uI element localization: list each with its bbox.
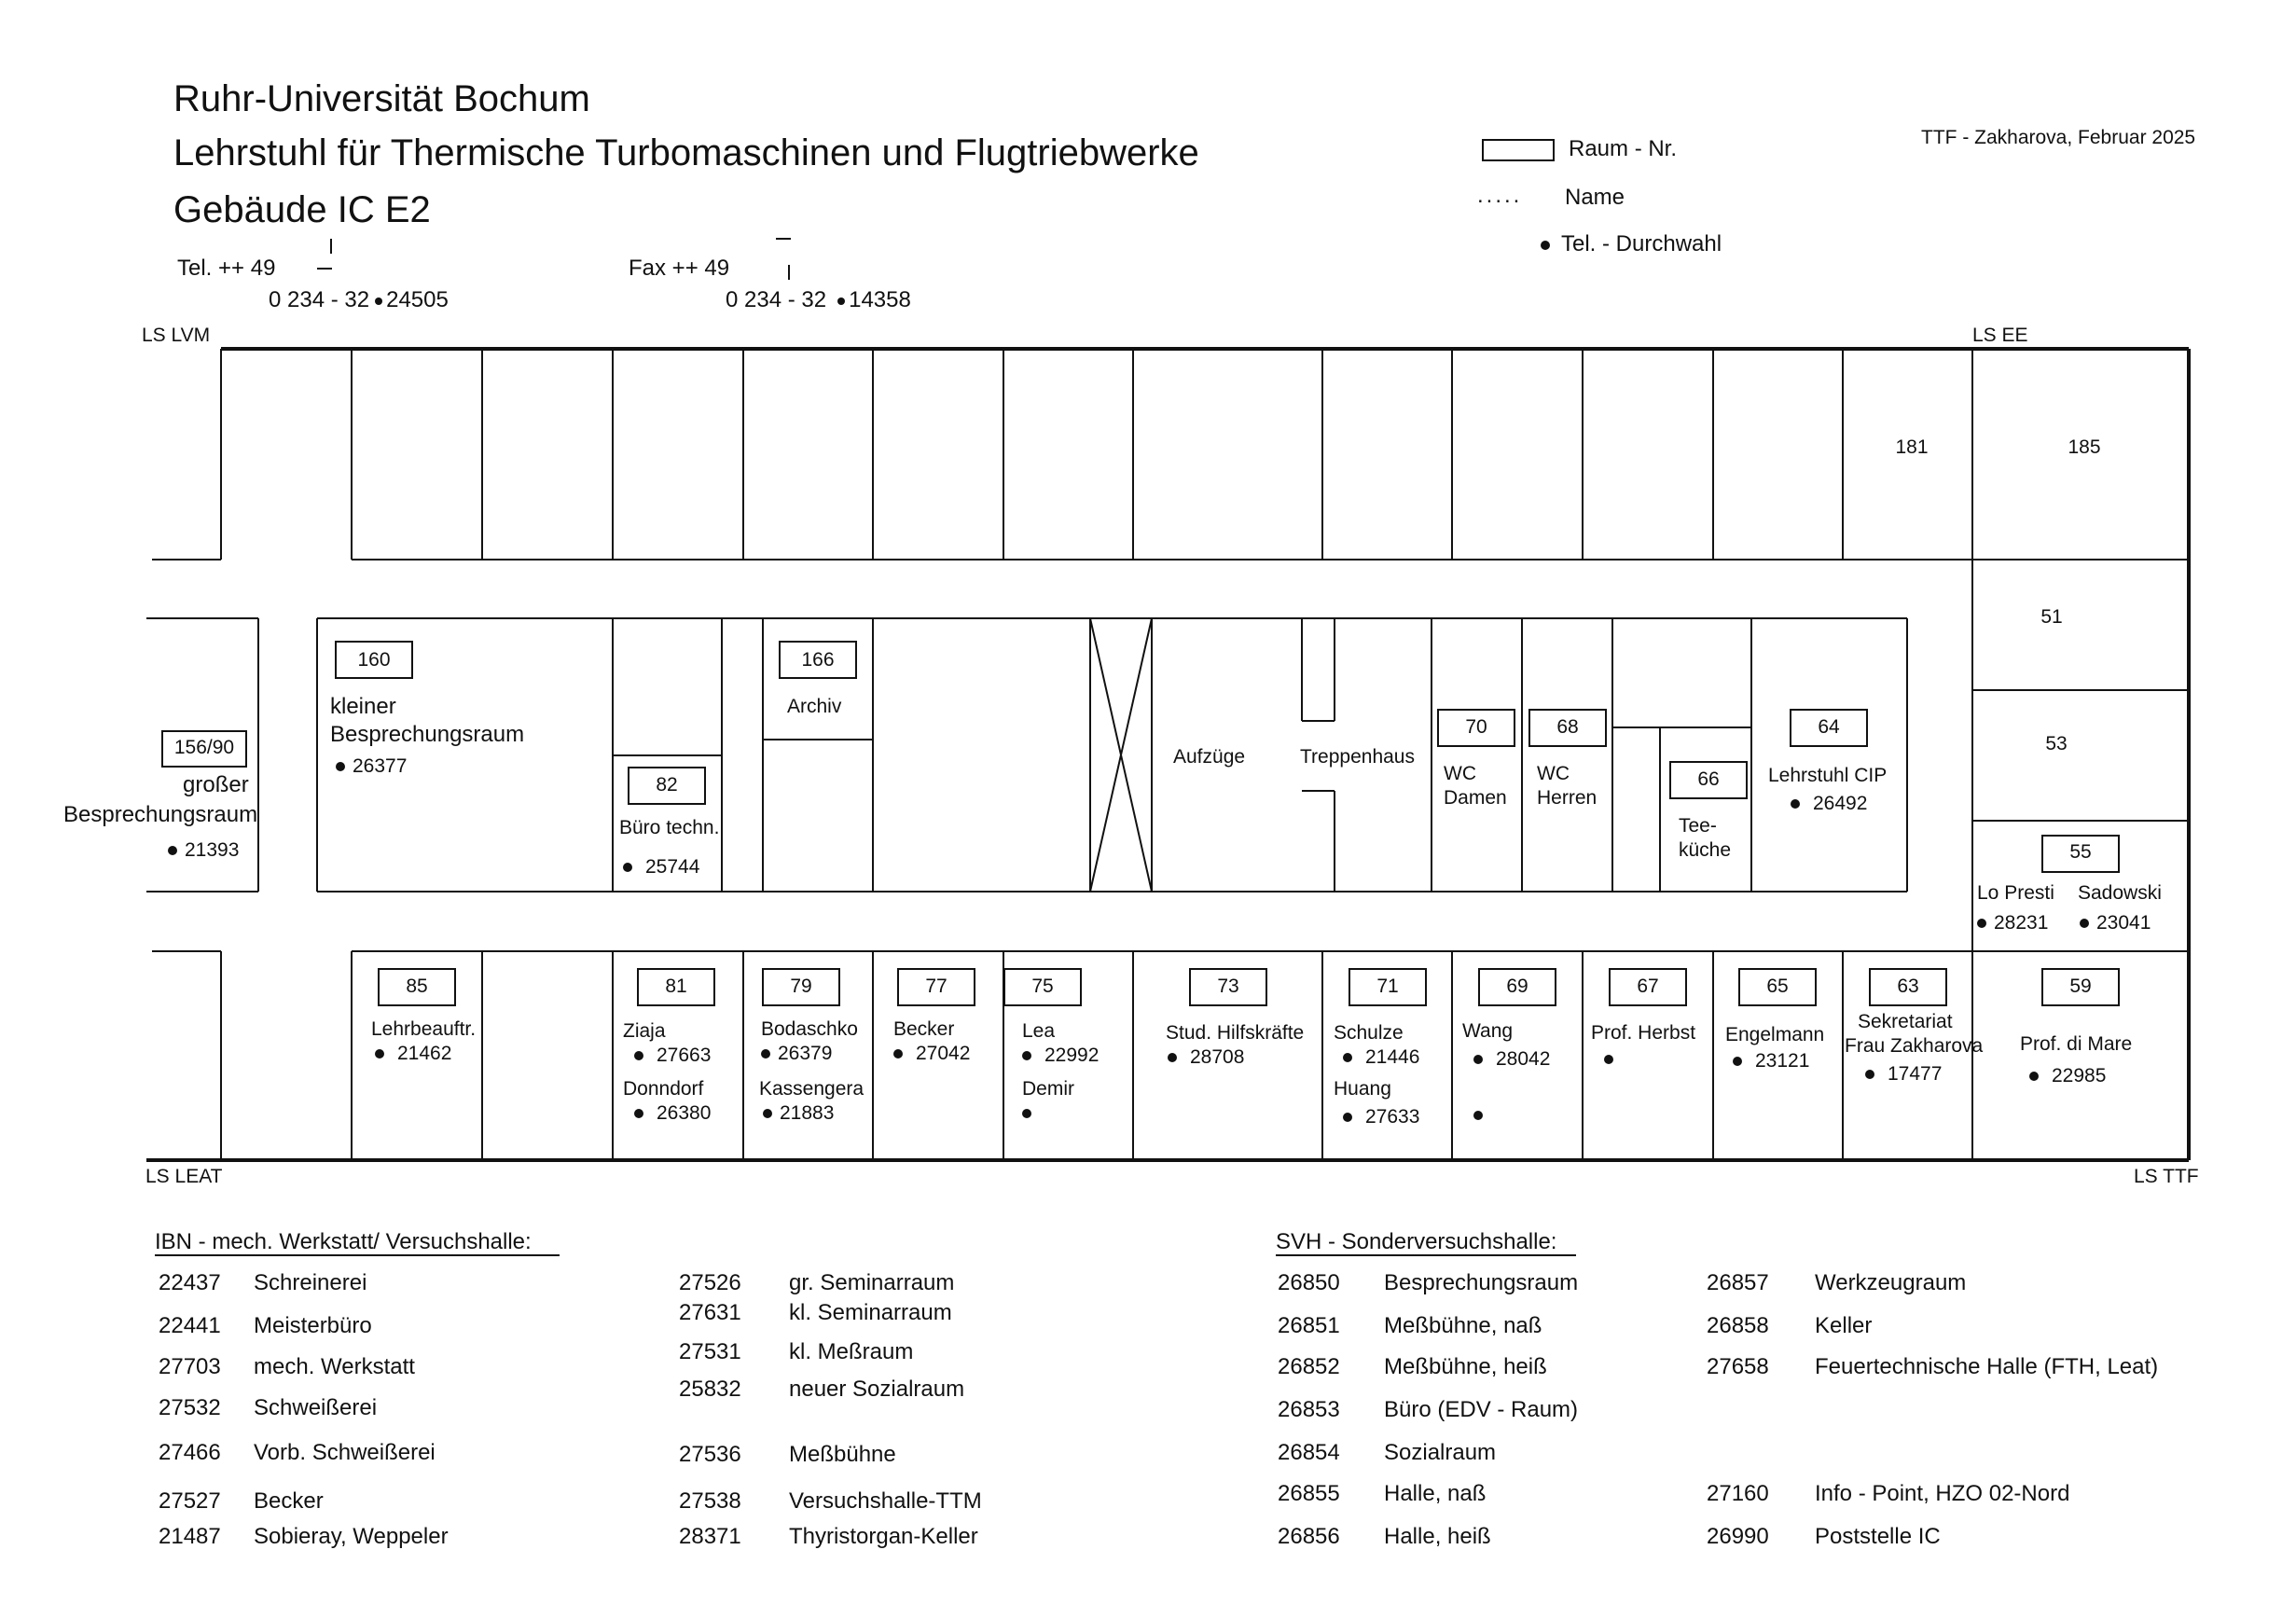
ibn-entry-label: neuer Sozialraum: [789, 1377, 965, 1402]
room-69-tel-2: [1473, 1104, 1496, 1127]
fax-prefix: Fax ++ 49: [629, 256, 730, 281]
room-63-name-1: Sekretariat: [1858, 1011, 1953, 1032]
tel-number: 0 234 - 32 24505: [269, 287, 449, 312]
elevators-label: Aufzüge: [1173, 746, 1246, 768]
room-160-number: 160: [357, 649, 391, 671]
room-85-tel: 21462: [375, 1043, 451, 1065]
staircase-label: Treppenhaus: [1300, 746, 1415, 768]
room-65-name: Engelmann: [1725, 1024, 1825, 1045]
room-75-tel-1: 22992: [1022, 1045, 1099, 1067]
ibn-entry-label: kl. Seminarraum: [789, 1300, 952, 1325]
ibn-entry-number: 27526: [679, 1270, 741, 1295]
room-68-name-2: Herren: [1537, 787, 1598, 809]
ibn-entry-label: Schweißerei: [254, 1395, 378, 1420]
room-68-name-1: WC: [1537, 763, 1570, 784]
ibn-entry-label: Sobieray, Weppeler: [254, 1524, 449, 1549]
room-79-name-2: Kassengera: [759, 1078, 864, 1100]
legend-tel: Tel. - Durchwahl: [1541, 231, 1722, 257]
room-79-number: 79: [790, 976, 812, 997]
svh-entry-number: 26851: [1278, 1313, 1340, 1338]
room-166-name: Archiv: [787, 696, 842, 717]
ibn-title: IBN - mech. Werkstatt/ Versuchshalle:: [155, 1229, 532, 1254]
room-71-tel-1: 21446: [1343, 1046, 1419, 1069]
svh-entry-label: Meßbühne, naß: [1384, 1313, 1542, 1338]
ibn-entry-label: Versuchshalle-TTM: [789, 1488, 982, 1514]
room-156-name-2: Besprechungsraum: [63, 802, 258, 827]
ibn-entry-label: Meßbühne: [789, 1442, 896, 1467]
room-64-tel: 26492: [1791, 793, 1867, 815]
chair-title: Lehrstuhl für Thermische Turbomaschinen und Flugtriebwerke: [173, 132, 1199, 173]
ibn-entry-number: 22437: [159, 1270, 221, 1295]
svh-entry-number: 27658: [1707, 1354, 1769, 1379]
room-51-number: 51: [2040, 606, 2063, 628]
svh-entry-label: Büro (EDV - Raum): [1384, 1397, 1579, 1422]
svh-entry-number: 27160: [1707, 1481, 1769, 1506]
ibn-entry-number: 27532: [159, 1395, 221, 1420]
room-66-name-2: küche: [1679, 839, 1732, 861]
ibn-entry-number: 27527: [159, 1488, 221, 1514]
room-64-number: 64: [1818, 716, 1840, 738]
svh-entry-number: 26854: [1278, 1440, 1340, 1465]
room-70-number: 70: [1465, 716, 1487, 738]
ibn-entry-number: 27538: [679, 1488, 741, 1514]
svh-entry-number: 26857: [1707, 1270, 1769, 1295]
ibn-entry-number: 25832: [679, 1377, 741, 1402]
room-71-tel-2: 27633: [1343, 1106, 1419, 1128]
svh-entry-number: 26853: [1278, 1397, 1340, 1422]
svh-entry-label: Besprechungsraum: [1384, 1270, 1579, 1295]
ibn-entry-label: Becker: [254, 1488, 324, 1514]
room-81-number: 81: [665, 976, 687, 997]
room-85-name: Lehrbeauftr.: [371, 1018, 477, 1040]
room-160-name-2: Besprechungsraum: [330, 722, 525, 747]
room-79-name-1: Bodaschko: [761, 1018, 858, 1040]
room-64-name: Lehrstuhl CIP: [1768, 765, 1888, 786]
ibn-entry-label: Meisterbüro: [254, 1313, 372, 1338]
room-71-number: 71: [1376, 976, 1399, 997]
credit: TTF - Zakharova, Februar 2025: [1921, 127, 2196, 148]
room-55-tel-2: 23041: [2080, 912, 2151, 934]
ibn-entry-number: 27536: [679, 1442, 741, 1467]
legend-name: Name: [1565, 185, 1625, 210]
svh-entry-number: 26858: [1707, 1313, 1769, 1338]
room-59-tel: 22985: [2029, 1065, 2106, 1087]
ibn-entry-label: Vorb. Schweißerei: [254, 1440, 436, 1465]
legend-room: Raum - Nr.: [1569, 136, 1678, 161]
room-69-name: Wang: [1462, 1020, 1514, 1042]
corner-bottom-left: LS LEAT: [145, 1166, 223, 1187]
room-160-tel: 26377: [336, 755, 407, 778]
ibn-entry-label: Thyristorgan-Keller: [789, 1524, 978, 1549]
ibn-entry-number: 28371: [679, 1524, 741, 1549]
corner-top-left: LS LVM: [142, 325, 211, 346]
room-55-number: 55: [2069, 841, 2092, 863]
tel-prefix: Tel. ++ 49: [177, 256, 276, 281]
fax-number: 0 234 - 32 14358: [726, 287, 911, 312]
room-77-tel: 27042: [893, 1043, 970, 1065]
ibn-entry-label: kl. Meßraum: [789, 1339, 914, 1364]
room-65-tel: 23121: [1733, 1050, 1809, 1072]
room-81-tel-1: 27663: [634, 1045, 711, 1067]
room-81-name-2: Donndorf: [623, 1078, 704, 1100]
svh-entry-number: 26856: [1278, 1524, 1340, 1549]
room-75-name-1: Lea: [1022, 1020, 1056, 1042]
svh-entry-number: 26852: [1278, 1354, 1340, 1379]
room-75-number: 75: [1031, 976, 1054, 997]
corner-top-right: LS EE: [1972, 325, 2028, 346]
room-71-name-2: Huang: [1334, 1078, 1391, 1100]
room-81-name-1: Ziaja: [623, 1020, 666, 1042]
svh-entry-label: Meßbühne, heiß: [1384, 1354, 1547, 1379]
room-63-number: 63: [1897, 976, 1919, 997]
ibn-entry-number: 27531: [679, 1339, 741, 1364]
room-68-number: 68: [1556, 716, 1579, 738]
room-71-name-1: Schulze: [1334, 1022, 1404, 1044]
legend-name-dots: .....: [1477, 183, 1523, 208]
room-59-number: 59: [2069, 976, 2092, 997]
svh-entry-number: 26990: [1707, 1524, 1769, 1549]
room-166-number: 166: [801, 649, 835, 671]
room-82-tel: 25744: [623, 856, 699, 879]
room-79-tel-1: 26379: [761, 1043, 832, 1065]
room-77-number: 77: [925, 976, 947, 997]
ibn-entry-number: 27703: [159, 1354, 221, 1379]
svh-entry-number: 26850: [1278, 1270, 1340, 1295]
room-63-tel: 17477: [1865, 1063, 1942, 1086]
svh-entry-label: Poststelle IC: [1815, 1524, 1941, 1549]
ibn-entry-label: Schreinerei: [254, 1270, 367, 1295]
ibn-entry-label: mech. Werkstatt: [254, 1354, 415, 1379]
room-55-tel-1: 28231: [1977, 912, 2048, 934]
room-63-name-2: Frau Zakharova: [1845, 1035, 1984, 1057]
room-81-tel-2: 26380: [634, 1102, 711, 1125]
room-70-name-1: WC: [1444, 763, 1476, 784]
ibn-entry-number: 22441: [159, 1313, 221, 1338]
corner-bottom-right: LS TTF: [2134, 1166, 2199, 1187]
room-66-name-1: Tee-: [1679, 815, 1717, 837]
ibn-entry-label: gr. Seminarraum: [789, 1270, 955, 1295]
room-59-name: Prof. di Mare: [2020, 1033, 2133, 1055]
svh-entry-label: Halle, naß: [1384, 1481, 1487, 1506]
svh-entry-number: 26855: [1278, 1481, 1340, 1506]
ibn-entry-number: 27466: [159, 1440, 221, 1465]
room-79-tel-2: 21883: [763, 1102, 834, 1125]
svh-entry-label: Werkzeugraum: [1815, 1270, 1967, 1295]
room-67-number: 67: [1637, 976, 1659, 997]
room-55-name-1: Lo Presti: [1977, 882, 2054, 904]
room-73-number: 73: [1217, 976, 1239, 997]
svh-entry-label: Feuertechnische Halle (FTH, Leat): [1815, 1354, 2159, 1379]
room-67-tel: [1604, 1048, 1626, 1071]
room-85-number: 85: [406, 976, 428, 997]
room-69-tel: 28042: [1473, 1048, 1550, 1071]
svh-entry-label: Halle, heiß: [1384, 1524, 1491, 1549]
svh-entry-label: Info - Point, HZO 02-Nord: [1815, 1481, 2070, 1506]
room-82-name: Büro techn.: [619, 817, 720, 838]
room-185-number: 185: [2068, 436, 2101, 458]
room-73-tel: 28708: [1168, 1046, 1244, 1069]
room-75-tel-2: [1022, 1102, 1044, 1125]
building-title: Gebäude IC E2: [173, 189, 431, 230]
svh-entry-label: Sozialraum: [1384, 1440, 1497, 1465]
room-73-name: Stud. Hilfskräfte: [1166, 1022, 1305, 1044]
room-66-number: 66: [1697, 768, 1720, 790]
room-70-name-2: Damen: [1444, 787, 1507, 809]
ibn-entry-number: 27631: [679, 1300, 741, 1325]
room-156-tel: 21393: [168, 839, 239, 862]
room-156-number: 156/90: [173, 737, 235, 758]
svh-entry-label: Keller: [1815, 1313, 1873, 1338]
ibn-entry-number: 21487: [159, 1524, 221, 1549]
room-55-name-2: Sadowski: [2078, 882, 2162, 904]
room-181-number: 181: [1895, 436, 1929, 458]
svh-title: SVH - Sonderversuchshalle:: [1276, 1229, 1557, 1254]
room-77-name: Becker: [893, 1018, 955, 1040]
university-title: Ruhr-Universität Bochum: [173, 78, 590, 119]
room-82-number: 82: [656, 774, 678, 796]
room-67-name: Prof. Herbst: [1591, 1022, 1696, 1044]
room-53-number: 53: [2045, 733, 2068, 754]
room-69-number: 69: [1506, 976, 1528, 997]
room-75-name-2: Demir: [1022, 1078, 1074, 1100]
room-160-name-1: kleiner: [330, 694, 396, 719]
room-65-number: 65: [1766, 976, 1789, 997]
room-156-name-1: großer: [183, 772, 249, 797]
